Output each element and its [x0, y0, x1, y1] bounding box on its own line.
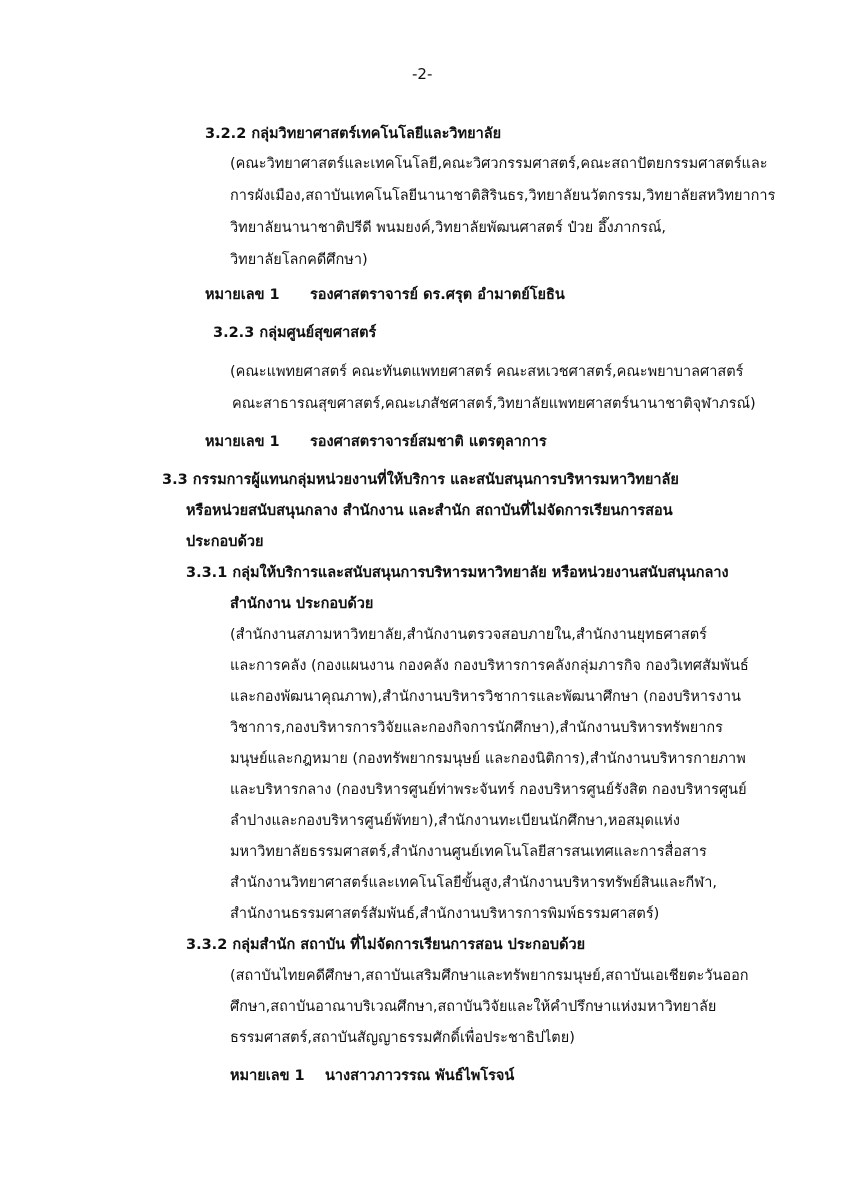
member-name: นางสาวภาวรรณ พันธ์ไพโรจน์ [325, 1068, 515, 1084]
text-line: (สำนักงานสภามหาวิทยาลัย,สำนักงานตรวจสอบภายใน,สำนักงานยุทธศาสตร์ [230, 627, 707, 643]
heading-3-3-1: 3.3.1 กลุ่มให้บริการและสนับสนุนการบริหารมหาวิทยาลัย หรือหน่วยงานสนับสนุนกลาง [186, 565, 729, 581]
heading-3-2-2: 3.2.2 กลุ่มวิทยาศาสตร์เทคโนโลยีและวิทยาลัย [205, 126, 502, 142]
text-line: และการคลัง (กองแผนงาน กองคลัง กองบริหารการคลังกลุ่มภารกิจ กองวิเทศสัมพันธ์ [230, 658, 749, 674]
text-line: มนุษย์และกฎหมาย (กองทรัพยากรมนุษย์ และกองนิติการ),สำนักงานบริหารกายภาพ [230, 751, 746, 767]
text-line: วิชาการ,กองบริหารการวิจัยและกองกิจการนักศึกษา),สำนักงานบริหารทรัพยากร [230, 720, 723, 736]
text-line: (สถาบันไทยคดีศึกษา,สถาบันเสริมศึกษาและทรัพยากรมนุษย์,สถาบันเอเชียตะวันออก [230, 968, 749, 984]
page-number: -2- [412, 65, 433, 83]
member-row [205, 432, 547, 452]
text-line: และบริหารกลาง (กองบริหารศูนย์ท่าพระจันทร์ กองบริหารศูนย์รังสิต กองบริหารศูนย์ [230, 782, 747, 798]
member-name: รองศาสตราจารย์สมชาติ แตรตุลาการ [310, 434, 547, 450]
heading-3-2-3: 3.2.3 กลุ่มศูนย์สุขศาสตร์ [213, 325, 377, 341]
text-line: (คณะวิทยาศาสตร์และเทคโนโลยี,คณะวิศวกรรมศาสตร์,คณะสถาปัตยกรรมศาสตร์และ [230, 156, 768, 172]
text-line: และกองพัฒนาคุณภาพ),สำนักงานบริหารวิชาการและพัฒนาศึกษา (กองบริหารงาน [230, 689, 741, 705]
text-line: สำนักงานวิทยาศาสตร์และเทคโนโลยีขั้นสูง,สำนักงานบริหารทรัพย์สินและกีฬา, [230, 875, 717, 891]
heading-3-3-2: 3.3.2 กลุ่มสำนัก สถาบัน ที่ไม่จัดการเรียนการสอน ประกอบด้วย [186, 937, 586, 953]
text-line: ลำปางและกองบริหารศูนย์พัทยา),สำนักงานทะเบียนนักศึกษา,หอสมุดแห่ง [230, 813, 680, 829]
text-line: (คณะแพทยศาสตร์ คณะทันตแพทยศาสตร์ คณะสหเวชศาสตร์,คณะพยาบาลศาสตร์ [230, 364, 744, 380]
member-name: รองศาสตราจารย์ ดร.ศรุต อำมาตย์โยธิน [310, 287, 565, 303]
section-3-3-title: หรือหน่วยสนับสนุนกลาง สำนักงาน และสำนัก สถาบันที่ไม่จัดการเรียนการสอน [186, 503, 673, 519]
heading-3-3-1: สำนักงาน ประกอบด้วย [230, 596, 374, 612]
text-line: คณะสาธารณสุขศาสตร์,คณะเภสัชศาสตร์,วิทยาลัยแพทยศาสตร์นานาชาติจุฬาภรณ์) [232, 396, 756, 412]
text-line: ธรรมศาสตร์,สถาบันสัญญาธรรมศักดิ์เพื่อประชาธิปไตย) [230, 1030, 575, 1046]
member-number-label: หมายเลข 1 [230, 1068, 305, 1084]
text-line: การผังเมือง,สถาบันเทคโนโลยีนานาชาติสิรินธร,วิทยาลัยนวัตกรรม,วิทยาลัยสหวิทยาการ [230, 188, 776, 204]
member-number-label: หมายเลข 1 [205, 434, 280, 450]
member-row [205, 285, 565, 305]
section-3-3-title: 3.3 กรรมการผู้แทนกลุ่มหน่วยงานที่ให้บริการ และสนับสนุนการบริหารมหาวิทยาลัย [162, 472, 679, 488]
text-line: ศึกษา,สถาบันอาณาบริเวณศึกษา,สถาบันวิจัยและให้คำปรึกษาแห่งมหาวิทยาลัย [230, 999, 717, 1015]
member-number-label: หมายเลข 1 [205, 287, 280, 303]
member-row [230, 1066, 514, 1086]
section-3-3-title: ประกอบด้วย [186, 534, 264, 550]
text-line: มหาวิทยาลัยธรรมศาสตร์,สำนักงานศูนย์เทคโนโลยีสารสนเทศและการสื่อสาร [230, 844, 707, 860]
text-line: วิทยาลัยโลกคดีศึกษา) [230, 252, 368, 268]
text-line: สำนักงานธรรมศาสตร์สัมพันธ์,สำนักงานบริหารการพิมพ์ธรรมศาสตร์) [230, 906, 660, 922]
text-line: วิทยาลัยนานาชาติปรีดี พนมยงค์,วิทยาลัยพัฒนศาสตร์ ป๋วย อึ๊งภากรณ์, [230, 220, 667, 236]
